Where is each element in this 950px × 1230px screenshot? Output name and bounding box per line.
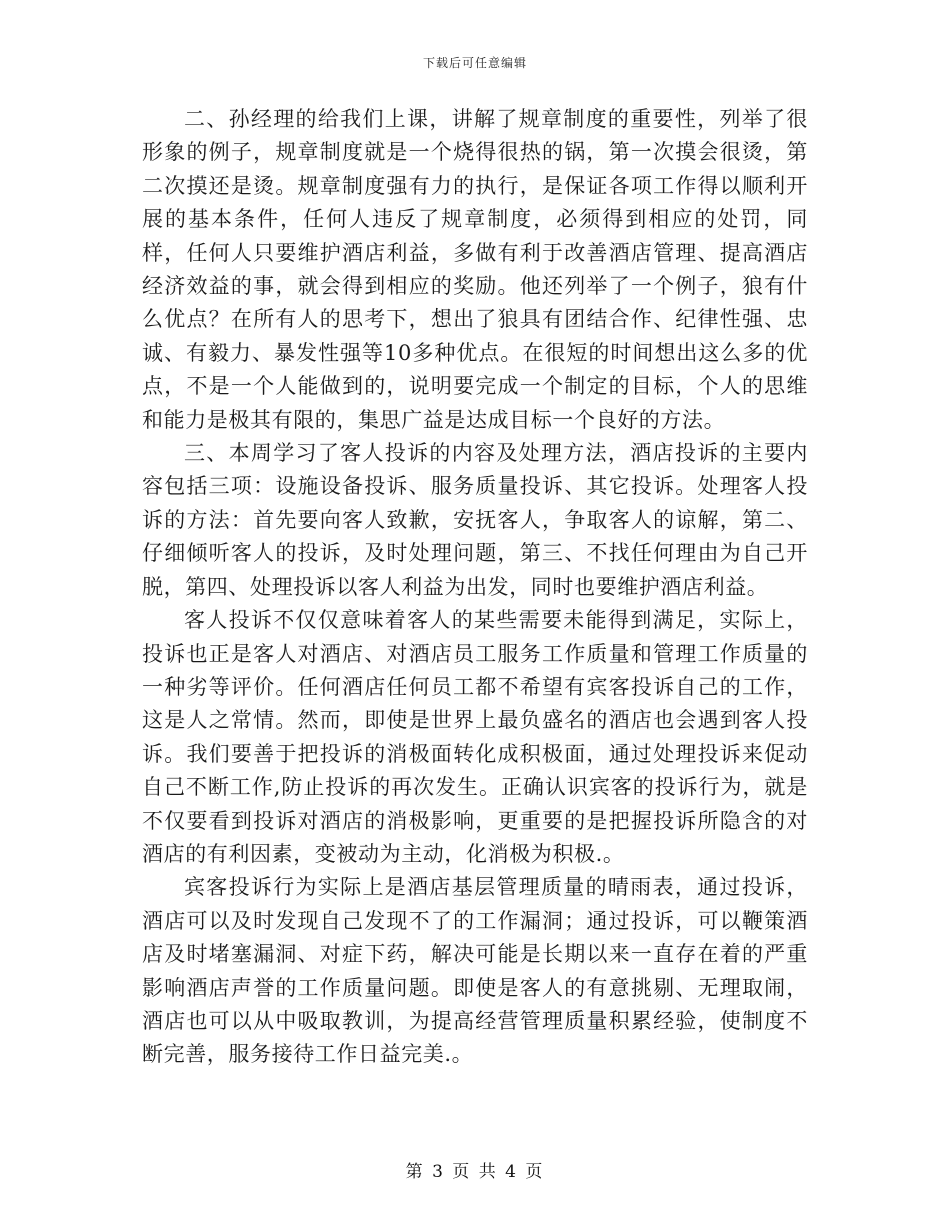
page-number-footer: 第 3 页 共 4 页 bbox=[405, 1162, 545, 1182]
paragraph-complaint-handling: 三、本周学习了客人投诉的内容及处理方法，酒店投诉的主要内容包括三项：设施设备投诉、服务质量投诉、其它投诉。处理客人投诉的方法：首先要向客人致歉，安抚客人，争取客人的谅解，第二、仔细倾听客人的投诉，及时处理问题，第三、不找任何理由为自己开脱，第四、处理投诉以客人利益为出发，同时也要维护酒店利益。 bbox=[142, 441, 808, 599]
paragraph-complaint-meaning: 客人投诉不仅仅意味着客人的某些需要未能得到满足，实际上，投诉也正是客人对酒店、对酒店员工服务工作质量和管理工作质量的一种劣等评价。任何酒店任何员工都不希望有宾客投诉自己的工作，这是人之常情。然而，即使是世界上最负盛名的酒店也会遇到客人投诉。我们要善于把投诉的消极面转化成积极面，通过处理投诉来促动自己不断工作,防止投诉的再次发生。正确认识宾客的投诉行为，就是不仅要看到投诉对酒店的消极影响，更重要的是把握投诉所隐含的对酒店的有利因素，变被动为主动，化消极为积极.。 bbox=[142, 608, 808, 866]
paragraph-complaint-barometer: 宾客投诉行为实际上是酒店基层管理质量的晴雨表，通过投诉，酒店可以及时发现自己发现不了的工作漏洞；通过投诉，可以鞭策酒店及时堵塞漏洞、对症下药，解决可能是长期以来一直存在着的严重影响酒店声誉的工作质量问题。即使是客人的有意挑剔、无理取闹，酒店也可以从中吸取教训，为提高经营管理质量积累经验，使制度不断完善，服务接待工作日益完美.。 bbox=[142, 875, 808, 1067]
paragraph-management-lecture: 二、孙经理的给我们上课，讲解了规章制度的重要性，列举了很形象的例子，规章制度就是一个烧得很热的锅，第一次摸会很烫，第二次摸还是烫。规章制度强有力的执行，是保证各项工作得以顺利开展的基本条件，任何人违反了规章制度，必须得到相应的处罚，同样，任何人只要维护酒店利益，多做有利于改善酒店管理、提高酒店经济效益的事，就会得到相应的奖励。他还列举了一个例子，狼有什么优点？在所有人的思考下，想出了狼具有团结合作、纪律性强、忠诚、有毅力、暴发性强等10多种优点。在很短的时间想出这么多的优点，不是一个人能做到的，说明要完成一个制定的目标，个人的思维和能力是极其有限的，集思广益是达成目标一个良好的方法。 bbox=[142, 107, 808, 432]
document-body bbox=[142, 103, 808, 1072]
page-header: 下载后可任意编辑 bbox=[422, 56, 527, 70]
